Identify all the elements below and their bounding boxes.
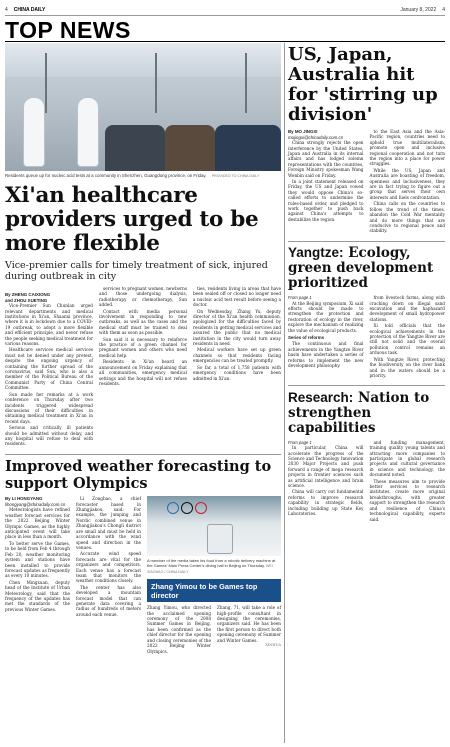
lead-byline — [5, 292, 93, 303]
paragraph: These measures aim to provide better services to research institutes, create more original breakthroughs, with greater support to strengthen the research and resilience of China's technological capability, experts said. — [369, 478, 445, 522]
paragraph: Chen Mingxuan, deputy head of the Institute of Urban Meteorology, said that the frequency of the updates has met the standards of the previous Winter Games. — [5, 579, 70, 612]
us-japan-byline — [288, 129, 364, 140]
paragraph: and funding management, training quality young talents and attracting more companies to participate in global research projects and cultural governance in science and technology, the document noted. — [369, 439, 445, 478]
lead-photo-caption — [5, 173, 281, 179]
robot-delivery-photo — [147, 496, 281, 556]
sidebar-box — [147, 579, 281, 654]
paragraph: Vice-Premier Sun Chunlan urged relevant departments and medical institutions in Xi'an, Shaanxi province, where it is in lockdown due to a COVID-19 outbreak, to adopt a more flexible and efficient principle, and never refuse the people seeking medical treatment for various reasons. — [5, 303, 93, 347]
paragraph: On Wednesday, Zhang Yu, deputy director of the Xi'an health commission, apologized for the difficulties faced by residents in getting medical services and assured the public that no medical institution in the city would turn away residents in need. — [193, 308, 281, 347]
paragraph: While the US, Japan and Australia are boasting of freedom, openness and inclusiveness, they are in fact trying to figure out a group that serves their own interests and fuels confrontation. — [369, 167, 445, 200]
byline-name: By LI HONGYANG — [5, 496, 43, 502]
robot-machine — [207, 524, 233, 554]
paragraph: ties, residents living in areas that have been sealed off or closed no longer need a nucleic acid test result before seeing a doctor. — [193, 286, 281, 308]
page-columns — [5, 43, 445, 743]
health-worker-figure — [77, 97, 99, 167]
olympic-ring-icon — [195, 502, 207, 514]
yangtze-subhead: Series of reforms — [288, 335, 325, 341]
health-worker-figure — [23, 97, 45, 167]
inset-credit: WEI XIAOHAO / CHINA DAILY — [147, 564, 273, 575]
sidebar-text: Zhang, 71, will take a role of high-profile consultant in designing the ceremonies, organizers said. He has been the first person to direct both opening ceremony of Summer and Winter Games. — [217, 605, 282, 643]
page-number-left: 4 — [5, 6, 8, 13]
byline-line-2: and ZHOU XUETING — [5, 297, 48, 303]
section-divider — [288, 385, 445, 386]
olympic-ring-icon — [167, 502, 179, 514]
research-column-1 — [288, 440, 364, 523]
research-column-2 — [370, 440, 446, 523]
olympics-column-1 — [5, 496, 70, 654]
paragraph: services to pregnant women, newborns and those undergoing dialysis, radiotherapy or chemotherapy, Sun added. — [99, 286, 187, 308]
yangtze-column-1 — [288, 295, 364, 379]
section-title: TOP NEWS — [5, 18, 445, 42]
paragraph: Healthcare services medical services must not be denied under any pretext, despite the ongoing urgency of containing the further spread of the coronavirus, said Sun, who is also a member of the Political Bureau of the Communist Party of China Central Committee. — [5, 347, 93, 391]
us-japan-column-2 — [370, 129, 446, 235]
paragraph: The continuous and final achievements in the Yangtze River basin have undertaken a series of reforms to implement the new development philosophy. — [288, 341, 364, 369]
paragraph: At the Beijing symposium, Xi said efforts should be made to strengthen the protection and restoration of ecology in the river, explore the mechanism of realizing the value of ecological products. — [288, 300, 364, 333]
yangtze-body — [288, 295, 445, 379]
sidebar-title: Zhang Yimou to be Games top director — [147, 580, 281, 602]
olympics-inset — [147, 496, 281, 654]
paragraph: To better serve the Games, to be held from Feb 4 through Feb 20, weather monitoring system and stations have been installed to provide forecast updates as frequently as every 10 minutes. — [5, 540, 70, 579]
paragraph: Xi told officials that the ecological achievements in the protection of the Yangtze River are still not solid and the overall pollution control remains an arduous task. — [369, 323, 445, 356]
tent-pole — [245, 53, 247, 113]
left-column — [5, 43, 281, 743]
brand-name: CHINA DAILY — [13, 6, 46, 13]
olympics-column-2 — [76, 496, 141, 654]
olympic-ring-icon — [181, 502, 193, 514]
olympics-headline: Improved weather forecasting to support Olympics — [5, 458, 272, 493]
inset-caption — [147, 558, 281, 575]
lead-column-3 — [193, 286, 281, 448]
byline-email: mojingxi@chinadaily.com.cn — [288, 134, 344, 140]
inset-caption-text: A member of the media takes his food from a robotic delivery machine at the Games' Main Press Center's dining hall in Beijing on Thursday. — [147, 558, 276, 569]
paragraph: Li Zongbao, a chief forecaster based in Zhangjiakou, said: For example, the jumping and Nordic combined venue in Zhangjiakou's Chongli district are small and must be held in accordance with the wind speed and direction in the venues. — [76, 496, 141, 550]
crowd-figure — [165, 125, 215, 171]
lead-deck: Vice-premier calls for timely treatment of sick, injured during outbreak in city — [5, 260, 268, 282]
lead-column-1 — [5, 286, 93, 448]
paragraph: Meteorologists have refined weather forecast services for the 2022 Beijing Winter Olympic Games, as the highly anticipated event will take place in less than a month. — [5, 507, 70, 540]
us-japan-body — [288, 129, 445, 235]
us-japan-column-1 — [288, 129, 364, 235]
lead-body — [5, 286, 281, 448]
paragraph: Residents in Xi'an heard an announcement on Friday explaining that all communities, emergency medical settings and the hospital will not refuse residents. — [99, 359, 187, 386]
research-kicker: Research: — [288, 389, 354, 405]
paragraph: The center has also developed a mountain forecast model that can generate data covering a radius of hundreds of meters around each venue. — [76, 584, 141, 617]
paragraph: Sun said it is necessary to reinforce the practice of a green channel for pregnant women and others who need medical help. — [99, 336, 187, 358]
paragraph: Medical workers have set up green channels so that residents facing emergencies can be treated promptly. — [193, 347, 281, 364]
lead-column-2 — [99, 286, 187, 448]
sidebar-credit: XINHUA — [265, 643, 281, 648]
masthead-bar — [5, 4, 445, 16]
research-headline-text: Nation to strengthen capabilities — [288, 389, 430, 436]
page-number-right: 4 — [442, 6, 445, 13]
crowd-figure — [215, 125, 281, 171]
paragraph: Sun made her remarks at a work conference on Thursday after two incidents triggered widespread discussions of their difficulties in obtaining medical treatment in Xi'an in recent days. — [5, 391, 93, 424]
research-headline — [288, 390, 445, 436]
paragraph: In a joint statement released on Friday, the US and Japan vowed they would oppose China's so-called efforts to undermine the rules-based order, and pledged to work together to push back against China's attempts to destabilize the region. — [288, 179, 364, 222]
yangtze-column-2 — [370, 295, 446, 379]
paragraph: China will carry out fundamental reforms to improve research capability in strategic fields, including building up State Key Laboratories. — [288, 489, 364, 517]
research-body — [288, 440, 445, 523]
crowd-figure — [105, 125, 165, 171]
paragraph: In particular, China will accelerate the progress of the Science and Technology Innovation 2030 Major Projects and push forward a range of mega research projects in frontier sciences such as artificial intelligence and brain science. — [288, 445, 364, 489]
right-column — [288, 43, 445, 743]
tent-pole — [155, 53, 157, 113]
paragraph: China strongly rejects the open interference by the United States, Japan and Australia in its internal affairs and has lodged solemn representations with the countries, Foreign Ministry spokesman Wang Wenbin said on Friday. — [288, 140, 364, 178]
paragraph: China calls on the countries to follow the trend of the times, abandon the Cold War mentality and do more things that are conducive to regional peace and stability. — [369, 201, 445, 234]
column-rule — [284, 43, 285, 743]
caption-text: Residents queue up for nucleic acid tests at a community in Shenzhen, Guangdong province, on Friday. — [5, 173, 207, 178]
paragraph: Serious and critically ill patients should be admitted without delay, and any hospital will refuse to deal with residents. — [5, 425, 93, 447]
research-source: From page 1 — [288, 439, 312, 445]
byline-line-1: By ZHENG CAIXIONG — [5, 292, 51, 297]
paragraph: So far, a total of 1,758 patients with emergency conditions have been admitted in Xi'an. — [193, 364, 281, 381]
sidebar-column-1: Zhang Yimou, who directed the acclaimed opening ceremony of the 2008 Summer Games in Beijing, has been confirmed as the chief director for the opening and closing ceremonies of the 2022 Beijing Winter Olympics. — [147, 605, 211, 654]
lead-headline: Xi'an healthcare providers urged to be more flexible — [5, 183, 259, 256]
photo-credit: PROVIDED TO CHINA DAILY — [211, 174, 260, 178]
paragraph: With Yangtze River, protecting the biodiversity on the river bank and in the waters should be a priority. — [369, 356, 445, 378]
yangtze-headline — [288, 245, 445, 291]
olympics-byline — [5, 496, 70, 507]
section-divider — [5, 454, 281, 455]
sidebar-column-2 — [217, 605, 281, 654]
sidebar-columns — [147, 602, 281, 654]
tent-pole — [45, 53, 47, 113]
paragraph: Contact with media personal involvement in responding to new outbreaks, as well as the cases and the medical staff must be trained to deal with them as soon as possible. — [99, 308, 187, 336]
olympics-body — [5, 496, 281, 654]
byline-name: By MO JINGXI — [288, 129, 318, 134]
issue-date: January 8, 2022 — [400, 6, 437, 13]
paragraph: to the East Asia and the Asia-Pacific region, countries need to uphold true multilateralism, promote open and inclusive regional cooperation and not turn the region into a place for power struggles. — [369, 129, 445, 167]
yangtze-headline-text: Ecology, green development prioritized — [288, 245, 434, 292]
us-japan-headline: US, Japan, Australia hit for 'stirring up division' — [288, 44, 438, 125]
paragraph: from livestock farms, along with cracking down on illegal sand excavation and the haphazard development of small hydropower stations. — [369, 295, 445, 322]
byline-email: lihongyang@chinadaily.com.cn — [5, 501, 66, 507]
section-divider — [288, 241, 445, 242]
yangtze-kicker: Yangtze: — [288, 245, 344, 261]
lead-photo — [5, 43, 281, 171]
yangtze-source: From page 1 — [288, 295, 312, 301]
paragraph: Accurate wind speed forecasts are vital for the organizers and competitors. Each venue has a forecast team that monitors the weather conditions closely. — [76, 551, 141, 584]
